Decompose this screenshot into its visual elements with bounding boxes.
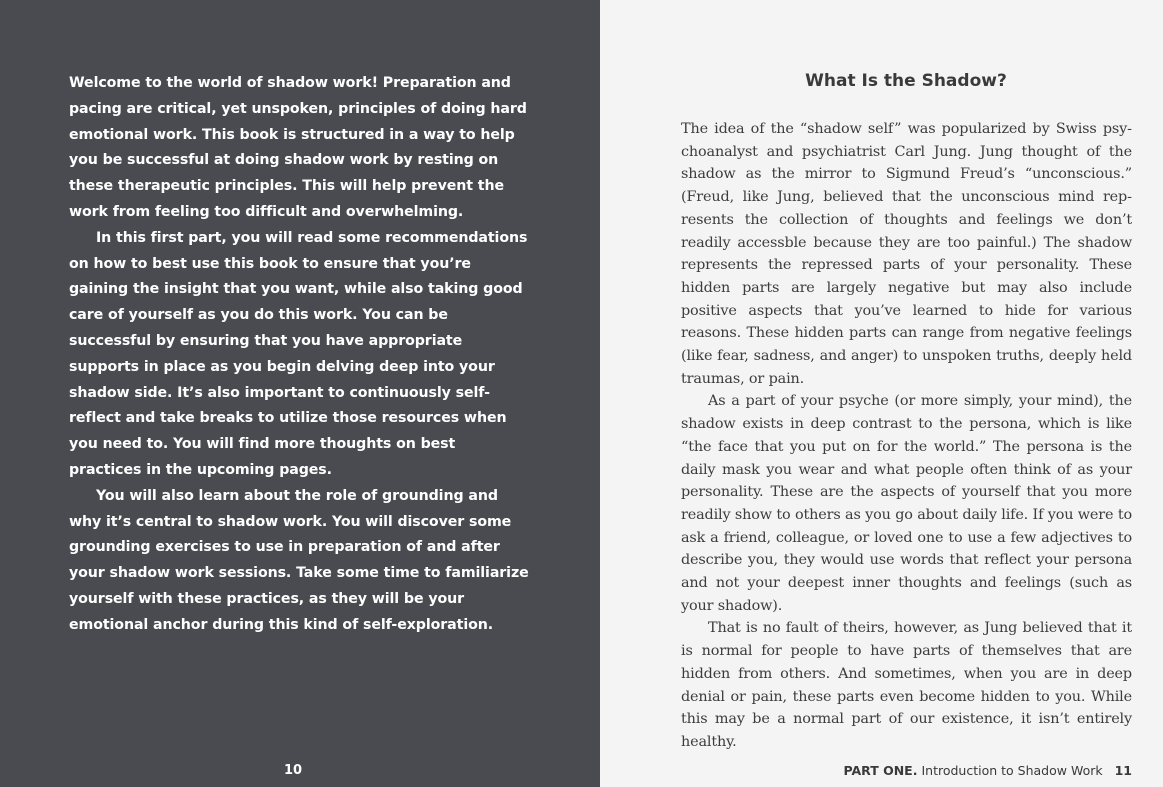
right-paragraph-3: That is no fault of theirs, however, as Jung believed that it is normal for people to have parts of themselves that are hidden from others. And sometimes, when you are in deep denial or pain, these parts even become hidden to you. While this may be a normal part of our existence, it isn’t entirely healthy. xyxy=(681,620,1132,750)
right-page xyxy=(600,0,1163,787)
section-heading: What Is the Shadow? xyxy=(805,71,1007,91)
footer-part-label: PART ONE. xyxy=(843,763,918,778)
left-page-number: 10 xyxy=(283,763,303,778)
left-paragraph-2: In this first part, you will read some recommendations on how to best use this book to ensure that you’re gaining the insight that you want, while also taking good care of yourself as you do this work. You can be successful by ensuring that you have appropriate supports in place as you begin delving deep into your shadow side. It’s also important to continuously self-reflect and take breaks to utilize those resources when you need to. You will find more thoughts on best practices in the upcoming pages. xyxy=(69,229,528,478)
right-page-number: 11 xyxy=(1114,763,1132,778)
left-page-body xyxy=(69,71,529,639)
right-page-body xyxy=(681,118,1132,754)
right-paragraph-2: As a part of your psyche (or more simply, your mind), the shadow exists in deep contrast to the persona, which is like “the face that you put on for the world.” The persona is the daily mask you wear and what people often think of as your personality. These are the aspects of yourself that you more readily show to others as you go about daily life. If you were to ask a friend, colleague, or loved one to use a few adjectives to describe you, they would use words that reflect your persona and not your deepest inner thoughts and feelings (such as your shadow). xyxy=(681,393,1132,614)
right-paragraph-1: The idea of the “shadow self” was popularized by Swiss psychoanalyst and psychiatrist Carl Jung. Jung thought of the shadow as the mirror to Sigmund Freud’s “unconscious.” (Freud, like Jung, believed that the unconscious mind represents the collection of thoughts and feelings we don’t readily accessble because they are too painful.) The shadow represents the repressed parts of your personality. These hidden parts are largely negative but may also include positive aspects that you’ve learned to hide for various reasons. These hidden parts can range from negative feelings (like fear, sadness, and anger) to unspoken truths, deeply held traumas, or pain. xyxy=(681,121,1132,387)
left-paragraph-3: You will also learn about the role of grounding and why it’s central to shadow work. You will discover some grounding exercises to use in preparation of and after your shadow work sessions. Take some time to familiarize yourself with these practices, as they will be your emotional anchor during this kind of self-exploration. xyxy=(69,487,529,633)
running-footer xyxy=(843,763,1132,778)
left-paragraph-1: Welcome to the world of shadow work! Preparation and pacing are critical, yet unspoken, principles of doing hard emotional work. This book is structured in a way to help you be successful at doing shadow work by resting on these therapeutic principles. This will help prevent the work from feeling too difficult and overwhelming. xyxy=(69,75,527,220)
footer-section-title: Introduction to Shadow Work xyxy=(921,763,1103,778)
